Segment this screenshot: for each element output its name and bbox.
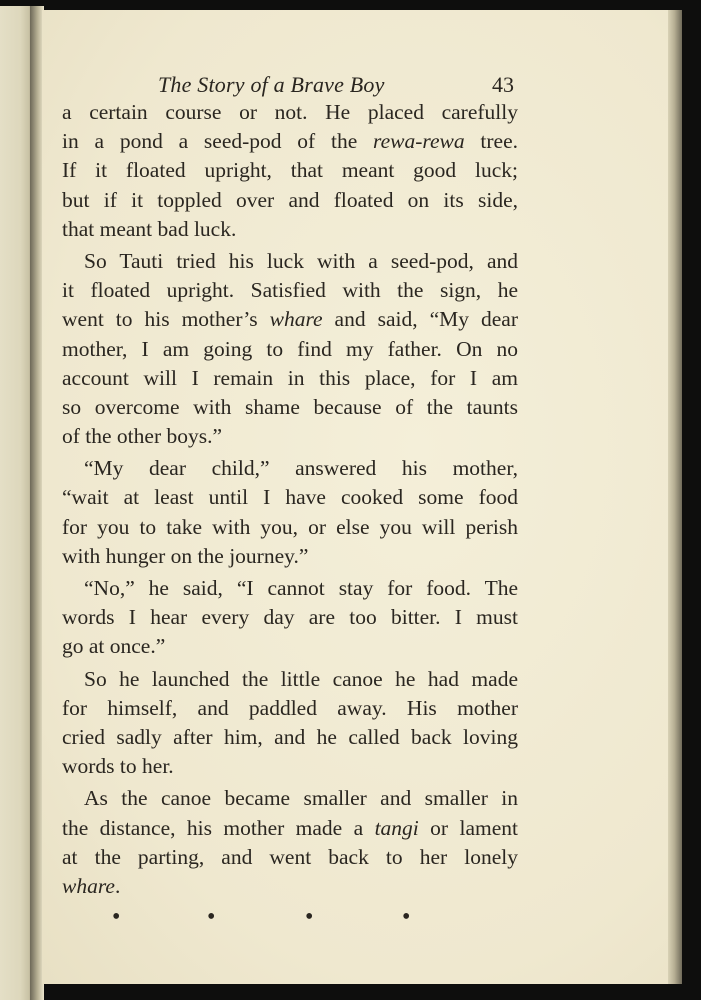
text-line: it floated upright. Satisfied with the sign, he: [62, 278, 518, 303]
text-line: account will I remain in this place, for I am: [62, 365, 518, 390]
section-break-dot: •: [305, 904, 314, 931]
italic-word: whare: [269, 307, 323, 332]
section-break-dot: •: [402, 904, 411, 931]
text-segment: and said, “My dear: [322, 307, 518, 332]
text-line: “wait at least until I have cooked some food: [62, 485, 518, 510]
text-segment: in a pond a seed-pod of the: [62, 129, 374, 154]
text-line: If it floated upright, that meant good luck;: [62, 158, 518, 183]
text-segment: the distance, his mother made a: [62, 815, 375, 840]
text-line: words I hear every day are too bitter. I must: [62, 605, 518, 630]
text-line: go at once.”: [62, 634, 166, 659]
italic-word: whare: [62, 873, 115, 898]
text-line: a certain course or not. He placed carefully: [62, 100, 518, 124]
text-line: at the parting, and went back to her lonely: [62, 844, 518, 869]
text-line: As the canoe became smaller and smaller in: [84, 786, 518, 811]
text-line: of the other boys.”: [62, 424, 223, 449]
section-break: [62, 905, 518, 935]
text-line: [62, 127, 518, 156]
text-line: for you to take with you, or else you will perish: [62, 514, 518, 539]
text-line: for himself, and paddled away. His mother: [62, 695, 518, 720]
text-line: [62, 872, 518, 901]
text-line: so overcome with shame because of the taunts: [62, 394, 518, 419]
text-line: words to her.: [62, 754, 174, 779]
section-break-dot: •: [112, 904, 121, 931]
text-segment: or lament: [418, 815, 518, 840]
text-line: with hunger on the journey.”: [62, 543, 309, 568]
running-title: The Story of a Brave Boy: [158, 72, 385, 97]
text-line: “My dear child,” answered his mother,: [84, 456, 518, 481]
running-head: [62, 60, 518, 98]
page-content: [62, 60, 518, 935]
section-break-dot: •: [207, 904, 216, 931]
page-number: 43: [492, 72, 514, 97]
text-line: but if it toppled over and floated on its side,: [62, 187, 518, 212]
body-text: [62, 98, 518, 901]
text-line: “No,” he said, “I cannot stay for food. The: [84, 576, 518, 600]
italic-word: rewa-rewa: [373, 129, 465, 154]
facing-page-edge: [0, 6, 34, 1000]
text-line: So he launched the little canoe he had made: [84, 666, 518, 691]
text-line: mother, I am going to find my father. On no: [62, 336, 518, 361]
text-line: [62, 814, 518, 843]
page-fore-edge: [668, 10, 682, 984]
italic-word: tangi: [374, 815, 419, 840]
text-segment: tree.: [464, 129, 518, 154]
text-segment: .: [114, 873, 121, 898]
text-line: that meant bad luck.: [62, 216, 237, 241]
text-line: cried sadly after him, and he called back loving: [62, 724, 518, 749]
text-segment: went to his mother’s: [62, 307, 270, 332]
text-line: [62, 305, 518, 334]
text-line: So Tauti tried his luck with a seed-pod, and: [84, 248, 518, 273]
